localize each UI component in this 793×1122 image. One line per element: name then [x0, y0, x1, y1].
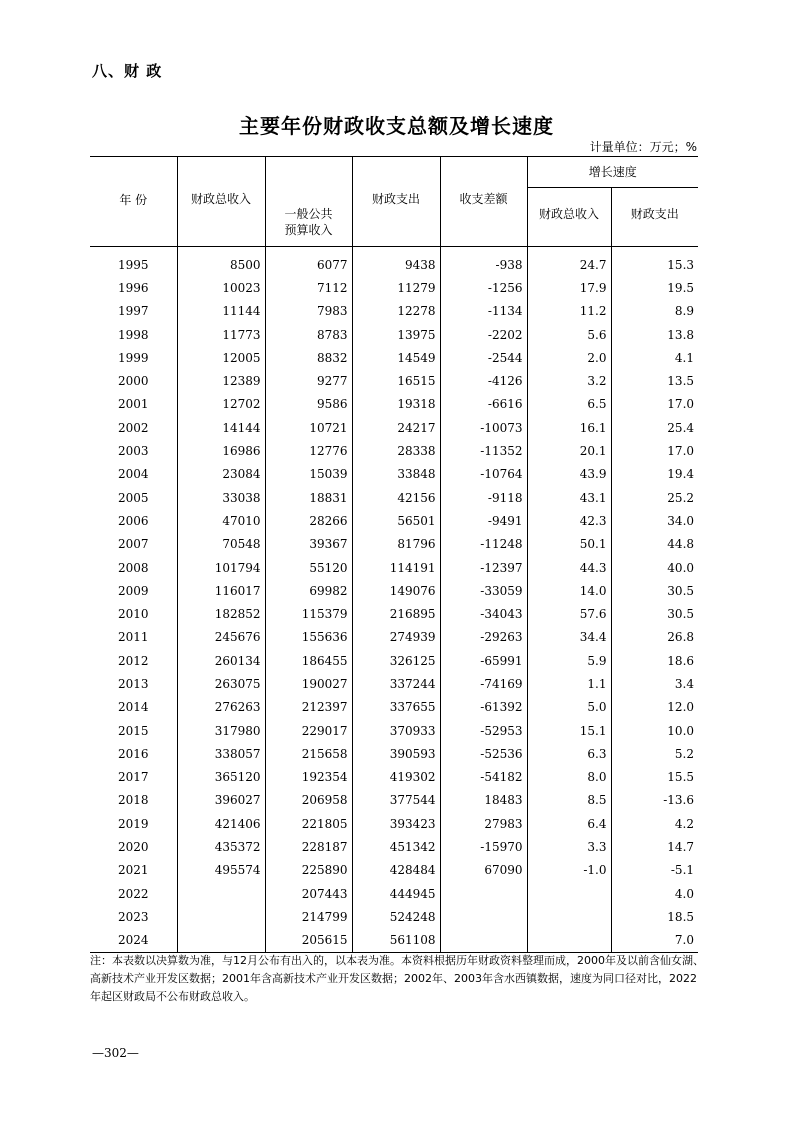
growth-revenue-cell: 14.0: [527, 579, 611, 602]
expenditure-cell: 9438: [352, 247, 440, 277]
growth-revenue-cell: 6.4: [527, 812, 611, 835]
growth-revenue-cell: [527, 929, 611, 953]
growth-revenue-cell: 16.1: [527, 416, 611, 439]
growth-revenue-cell: 44.3: [527, 556, 611, 579]
general-budget-cell: 10721: [265, 416, 352, 439]
balance-cell: -61392: [440, 696, 527, 719]
balance-cell: -10764: [440, 463, 527, 486]
expenditure-cell: 19318: [352, 393, 440, 416]
expenditure-cell: 524248: [352, 905, 440, 928]
growth-revenue-cell: 3.3: [527, 835, 611, 858]
year-cell: 1995: [117, 257, 149, 272]
table-row: [90, 533, 698, 556]
table-row: [90, 672, 698, 695]
growth-expenditure-cell: 26.8: [611, 626, 698, 649]
growth-expenditure-cell: 15.3: [611, 247, 698, 277]
table-row: [90, 789, 698, 812]
table-row: [90, 439, 698, 462]
section-heading: 八、财 政: [92, 62, 163, 80]
general-budget-cell: 55120: [265, 556, 352, 579]
balance-cell: -12397: [440, 556, 527, 579]
balance-cell: -2202: [440, 323, 527, 346]
balance-cell: -6616: [440, 393, 527, 416]
growth-revenue-cell: 34.4: [527, 626, 611, 649]
table-row: [90, 247, 698, 277]
year-cell: 2019: [117, 816, 149, 831]
table-row: [90, 486, 698, 509]
general-budget-cell: 8832: [265, 346, 352, 369]
growth-expenditure-cell: 17.0: [611, 439, 698, 462]
expenditure-cell: 337244: [352, 672, 440, 695]
year-cell: 2000: [117, 374, 149, 389]
total-revenue-cell: 435372: [177, 835, 265, 858]
expenditure-cell: 390593: [352, 742, 440, 765]
table-row: [90, 812, 698, 835]
expenditure-cell: 561108: [352, 929, 440, 953]
growth-expenditure-cell: 7.0: [611, 929, 698, 953]
balance-cell: -1134: [440, 300, 527, 323]
general-budget-cell: 214799: [265, 905, 352, 928]
expenditure-cell: 28338: [352, 439, 440, 462]
growth-revenue-cell: 15.1: [527, 719, 611, 742]
table-row: [90, 905, 698, 928]
general-budget-cell: 207443: [265, 882, 352, 905]
year-cell: 2002: [117, 420, 149, 435]
total-revenue-cell: [177, 929, 265, 953]
general-budget-cell: 215658: [265, 742, 352, 765]
growth-expenditure-cell: 17.0: [611, 393, 698, 416]
table-row: [90, 276, 698, 299]
expenditure-cell: 274939: [352, 626, 440, 649]
growth-expenditure-cell: 4.0: [611, 882, 698, 905]
table-row: [90, 323, 698, 346]
expenditure-cell: 24217: [352, 416, 440, 439]
balance-cell: -11248: [440, 533, 527, 556]
growth-expenditure-cell: 8.9: [611, 300, 698, 323]
expenditure-cell: 393423: [352, 812, 440, 835]
general-budget-cell: 7983: [265, 300, 352, 323]
expenditure-cell: 33848: [352, 463, 440, 486]
growth-expenditure-cell: 19.4: [611, 463, 698, 486]
growth-revenue-cell: 5.0: [527, 696, 611, 719]
total-revenue-cell: 12005: [177, 346, 265, 369]
year-cell: 2015: [117, 723, 149, 738]
general-budget-cell: 190027: [265, 672, 352, 695]
expenditure-cell: 13975: [352, 323, 440, 346]
table-row: [90, 696, 698, 719]
total-revenue-cell: [177, 882, 265, 905]
total-revenue-cell: 101794: [177, 556, 265, 579]
expenditure-cell: 81796: [352, 533, 440, 556]
table-row: [90, 766, 698, 789]
year-cell: 1996: [117, 280, 149, 295]
unit-label: 计量单位：万元；%: [589, 140, 697, 154]
balance-cell: -33059: [440, 579, 527, 602]
growth-revenue-cell: 17.9: [527, 276, 611, 299]
growth-expenditure-cell: 14.7: [611, 835, 698, 858]
total-revenue-cell: 116017: [177, 579, 265, 602]
header-general-budget: [265, 157, 352, 247]
total-revenue-cell: 11144: [177, 300, 265, 323]
expenditure-cell: 326125: [352, 649, 440, 672]
expenditure-cell: 114191: [352, 556, 440, 579]
table-row: [90, 393, 698, 416]
finance-table: [90, 156, 698, 953]
general-budget-cell: 221805: [265, 812, 352, 835]
growth-revenue-cell: 3.2: [527, 369, 611, 392]
expenditure-cell: 337655: [352, 696, 440, 719]
table-row: [90, 742, 698, 765]
growth-revenue-cell: 42.3: [527, 509, 611, 532]
header-expenditure: 财政支出: [352, 157, 440, 247]
growth-revenue-cell: 20.1: [527, 439, 611, 462]
total-revenue-cell: 33038: [177, 486, 265, 509]
growth-revenue-cell: 5.9: [527, 649, 611, 672]
growth-revenue-cell: 43.1: [527, 486, 611, 509]
balance-cell: -11352: [440, 439, 527, 462]
total-revenue-cell: 70548: [177, 533, 265, 556]
growth-revenue-cell: 11.2: [527, 300, 611, 323]
total-revenue-cell: 396027: [177, 789, 265, 812]
total-revenue-cell: 317980: [177, 719, 265, 742]
table-row: [90, 859, 698, 882]
balance-cell: -52953: [440, 719, 527, 742]
growth-revenue-cell: -1.0: [527, 859, 611, 882]
total-revenue-cell: 11773: [177, 323, 265, 346]
footnote: 注：本表数以决算数为准，与12月公布有出入的，以本表为准。本资料根据历年财政资料整理而成，2000年及以前含仙女湖、高新技术产业开发区数据；2001年含高新技术产业开发区数据；2002年、2003年含水西镇数据，速度为同口径对比，2022年起区财政局不公布财政总收入。: [90, 954, 704, 1003]
year-cell: 1999: [117, 350, 149, 365]
year-cell: 2010: [117, 607, 149, 622]
total-revenue-cell: 338057: [177, 742, 265, 765]
general-budget-cell: 155636: [265, 626, 352, 649]
year-cell: 2024: [90, 929, 177, 953]
total-revenue-cell: 365120: [177, 766, 265, 789]
expenditure-cell: 11279: [352, 276, 440, 299]
table-row: [90, 346, 698, 369]
header-growth: 增长速度: [527, 157, 698, 188]
total-revenue-cell: 260134: [177, 649, 265, 672]
total-revenue-cell: 47010: [177, 509, 265, 532]
year-cell: 2005: [117, 490, 149, 505]
table-title: 主要年份财政收支总额及增长速度: [239, 114, 554, 138]
balance-cell: -15970: [440, 835, 527, 858]
general-budget-cell: 186455: [265, 649, 352, 672]
growth-revenue-cell: [527, 905, 611, 928]
table-row: [90, 369, 698, 392]
table-row: [90, 626, 698, 649]
balance-cell: -9491: [440, 509, 527, 532]
header-general-budget-line1: 一般公共: [284, 207, 333, 221]
growth-expenditure-cell: 34.0: [611, 509, 698, 532]
total-revenue-cell: 421406: [177, 812, 265, 835]
year-cell: 2020: [117, 840, 149, 855]
growth-expenditure-cell: 5.2: [611, 742, 698, 765]
general-budget-cell: 12776: [265, 439, 352, 462]
balance-cell: -2544: [440, 346, 527, 369]
growth-expenditure-cell: 44.8: [611, 533, 698, 556]
balance-cell: -29263: [440, 626, 527, 649]
total-revenue-cell: 263075: [177, 672, 265, 695]
general-budget-cell: 229017: [265, 719, 352, 742]
general-budget-cell: 28266: [265, 509, 352, 532]
growth-expenditure-cell: 12.0: [611, 696, 698, 719]
balance-cell: -9118: [440, 486, 527, 509]
year-cell: 2017: [117, 770, 149, 785]
table-row: [90, 463, 698, 486]
table-row: [90, 929, 698, 953]
balance-cell: -65991: [440, 649, 527, 672]
total-revenue-cell: 10023: [177, 276, 265, 299]
balance-cell: -1256: [440, 276, 527, 299]
total-revenue-cell: 8500: [177, 247, 265, 277]
growth-expenditure-cell: 18.6: [611, 649, 698, 672]
table-row: [90, 835, 698, 858]
balance-cell: -938: [440, 247, 527, 277]
total-revenue-cell: 182852: [177, 602, 265, 625]
growth-expenditure-cell: 15.5: [611, 766, 698, 789]
header-growth-revenue: 财政总收入: [527, 188, 611, 247]
growth-expenditure-cell: 4.1: [611, 346, 698, 369]
total-revenue-cell: 245676: [177, 626, 265, 649]
growth-expenditure-cell: -13.6: [611, 789, 698, 812]
general-budget-cell: 9277: [265, 369, 352, 392]
growth-expenditure-cell: 10.0: [611, 719, 698, 742]
year-cell: 2014: [117, 700, 149, 715]
balance-cell: [440, 929, 527, 953]
year-cell: 2006: [117, 513, 149, 528]
balance-cell: [440, 905, 527, 928]
general-budget-cell: 205615: [265, 929, 352, 953]
balance-cell: [440, 882, 527, 905]
header-year: 年 份: [90, 157, 177, 247]
header-general-budget-line2: 预算收入: [284, 223, 333, 237]
header-growth-expenditure: 财政支出: [611, 188, 698, 247]
table-row: [90, 509, 698, 532]
expenditure-cell: 419302: [352, 766, 440, 789]
growth-expenditure-cell: 19.5: [611, 276, 698, 299]
expenditure-cell: 12278: [352, 300, 440, 323]
growth-expenditure-cell: 30.5: [611, 579, 698, 602]
expenditure-cell: 370933: [352, 719, 440, 742]
general-budget-cell: 192354: [265, 766, 352, 789]
growth-revenue-cell: [527, 882, 611, 905]
year-cell: 2023: [117, 909, 149, 924]
growth-revenue-cell: 6.3: [527, 742, 611, 765]
expenditure-cell: 56501: [352, 509, 440, 532]
general-budget-cell: 18831: [265, 486, 352, 509]
total-revenue-cell: 16986: [177, 439, 265, 462]
table-row: [90, 882, 698, 905]
year-cell: 2022: [117, 886, 149, 901]
year-cell: 1997: [117, 304, 149, 319]
expenditure-cell: 428484: [352, 859, 440, 882]
table-row: [90, 579, 698, 602]
balance-cell: 18483: [440, 789, 527, 812]
growth-revenue-cell: 5.6: [527, 323, 611, 346]
growth-expenditure-cell: 18.5: [611, 905, 698, 928]
growth-revenue-cell: 50.1: [527, 533, 611, 556]
total-revenue-cell: 12389: [177, 369, 265, 392]
table-body: [90, 247, 698, 953]
general-budget-cell: 8783: [265, 323, 352, 346]
balance-cell: 27983: [440, 812, 527, 835]
balance-cell: -4126: [440, 369, 527, 392]
general-budget-cell: 7112: [265, 276, 352, 299]
header-total-revenue: 财政总收入: [177, 157, 265, 247]
year-cell: 1998: [117, 327, 149, 342]
growth-revenue-cell: 43.9: [527, 463, 611, 486]
general-budget-cell: 9586: [265, 393, 352, 416]
growth-expenditure-cell: -5.1: [611, 859, 698, 882]
growth-revenue-cell: 6.5: [527, 393, 611, 416]
total-revenue-cell: 23084: [177, 463, 265, 486]
growth-revenue-cell: 1.1: [527, 672, 611, 695]
general-budget-cell: 69982: [265, 579, 352, 602]
expenditure-cell: 444945: [352, 882, 440, 905]
expenditure-cell: 16515: [352, 369, 440, 392]
growth-expenditure-cell: 40.0: [611, 556, 698, 579]
year-cell: 2021: [117, 863, 149, 878]
growth-revenue-cell: 8.5: [527, 789, 611, 812]
total-revenue-cell: [177, 905, 265, 928]
table-row: [90, 556, 698, 579]
balance-cell: 67090: [440, 859, 527, 882]
expenditure-cell: 451342: [352, 835, 440, 858]
expenditure-cell: 42156: [352, 486, 440, 509]
growth-expenditure-cell: 3.4: [611, 672, 698, 695]
year-cell: 2004: [117, 467, 149, 482]
growth-expenditure-cell: 13.8: [611, 323, 698, 346]
table-row: [90, 719, 698, 742]
growth-revenue-cell: 24.7: [527, 247, 611, 277]
year-cell: 2013: [117, 676, 149, 691]
growth-expenditure-cell: 25.2: [611, 486, 698, 509]
table-row: [90, 300, 698, 323]
year-cell: 2011: [117, 630, 149, 645]
balance-cell: -74169: [440, 672, 527, 695]
table-row: [90, 649, 698, 672]
growth-expenditure-cell: 30.5: [611, 602, 698, 625]
total-revenue-cell: 12702: [177, 393, 265, 416]
general-budget-cell: 212397: [265, 696, 352, 719]
general-budget-cell: 39367: [265, 533, 352, 556]
general-budget-cell: 225890: [265, 859, 352, 882]
growth-expenditure-cell: 25.4: [611, 416, 698, 439]
total-revenue-cell: 14144: [177, 416, 265, 439]
expenditure-cell: 14549: [352, 346, 440, 369]
growth-revenue-cell: 8.0: [527, 766, 611, 789]
balance-cell: -52536: [440, 742, 527, 765]
year-cell: 2018: [117, 793, 149, 808]
year-cell: 2007: [117, 537, 149, 552]
growth-expenditure-cell: 13.5: [611, 369, 698, 392]
page-number: —302—: [92, 1046, 139, 1060]
balance-cell: -54182: [440, 766, 527, 789]
year-cell: 2008: [117, 560, 149, 575]
growth-expenditure-cell: 4.2: [611, 812, 698, 835]
expenditure-cell: 149076: [352, 579, 440, 602]
growth-revenue-cell: 57.6: [527, 602, 611, 625]
header-balance: 收支差额: [440, 157, 527, 247]
general-budget-cell: 228187: [265, 835, 352, 858]
growth-revenue-cell: 2.0: [527, 346, 611, 369]
balance-cell: -34043: [440, 602, 527, 625]
expenditure-cell: 377544: [352, 789, 440, 812]
general-budget-cell: 15039: [265, 463, 352, 486]
total-revenue-cell: 495574: [177, 859, 265, 882]
year-cell: 2012: [117, 653, 149, 668]
year-cell: 2001: [117, 397, 149, 412]
year-cell: 2009: [117, 583, 149, 598]
table-row: [90, 602, 698, 625]
expenditure-cell: 216895: [352, 602, 440, 625]
year-cell: 2016: [117, 746, 149, 761]
table-row: [90, 416, 698, 439]
balance-cell: -10073: [440, 416, 527, 439]
general-budget-cell: 6077: [265, 247, 352, 277]
year-cell: 2003: [117, 444, 149, 459]
general-budget-cell: 206958: [265, 789, 352, 812]
total-revenue-cell: 276263: [177, 696, 265, 719]
general-budget-cell: 115379: [265, 602, 352, 625]
